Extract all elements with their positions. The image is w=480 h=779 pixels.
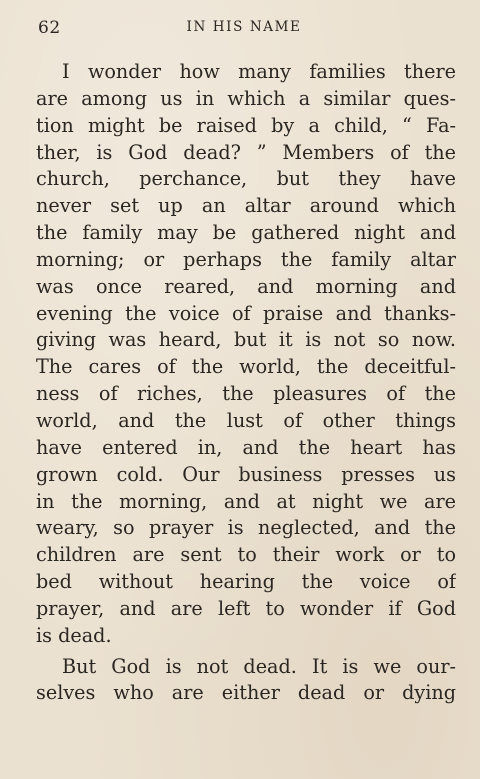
text-line: church, perchance, but they have	[36, 167, 456, 191]
text-line: selves who are either dead or dying	[36, 681, 456, 705]
text-line: the family may be gathered night and	[36, 221, 456, 245]
text-line: world, and the lust of other things	[36, 408, 456, 432]
text-line: evening the voice of praise and thanks-	[36, 301, 456, 325]
text-line: morning; or perhaps the family altar	[36, 247, 456, 271]
text-line: The cares of the world, the deceitful-	[36, 355, 456, 379]
text-line: tion might be raised by a child, “ Fa-	[36, 113, 456, 137]
text-line: prayer, and are left to wonder if God	[36, 596, 456, 620]
text-line: weary, so prayer is neglected, and the	[36, 516, 456, 540]
text-line: grown cold. Our business presses us	[36, 462, 456, 486]
paragraph	[36, 59, 456, 650]
page-header	[38, 18, 450, 42]
body-text	[36, 59, 456, 707]
text-line: have entered in, and the heart has	[36, 435, 456, 459]
text-line: in the morning, and at night we are	[36, 489, 456, 513]
text-line: bed without hearing the voice of	[36, 570, 456, 594]
text-line: is dead.	[36, 623, 112, 647]
text-line: never set up an altar around which	[36, 194, 456, 218]
paragraph	[36, 654, 456, 708]
text-line: are among us in which a similar ques-	[36, 86, 456, 110]
page-number: 62	[38, 18, 61, 38]
text-line: was once reared, and morning and	[36, 274, 456, 298]
text-line: But God is not dead. It is we our-	[62, 654, 456, 678]
text-line: children are sent to their work or to	[36, 543, 456, 567]
text-line: ness of riches, the pleasures of the	[36, 382, 456, 406]
text-line: ther, is God dead? ” Members of the	[36, 140, 456, 164]
running-head: IN HIS NAME	[186, 19, 302, 35]
text-line: I wonder how many families there	[62, 60, 456, 83]
text-line: giving was heard, but it is not so now.	[36, 328, 456, 352]
